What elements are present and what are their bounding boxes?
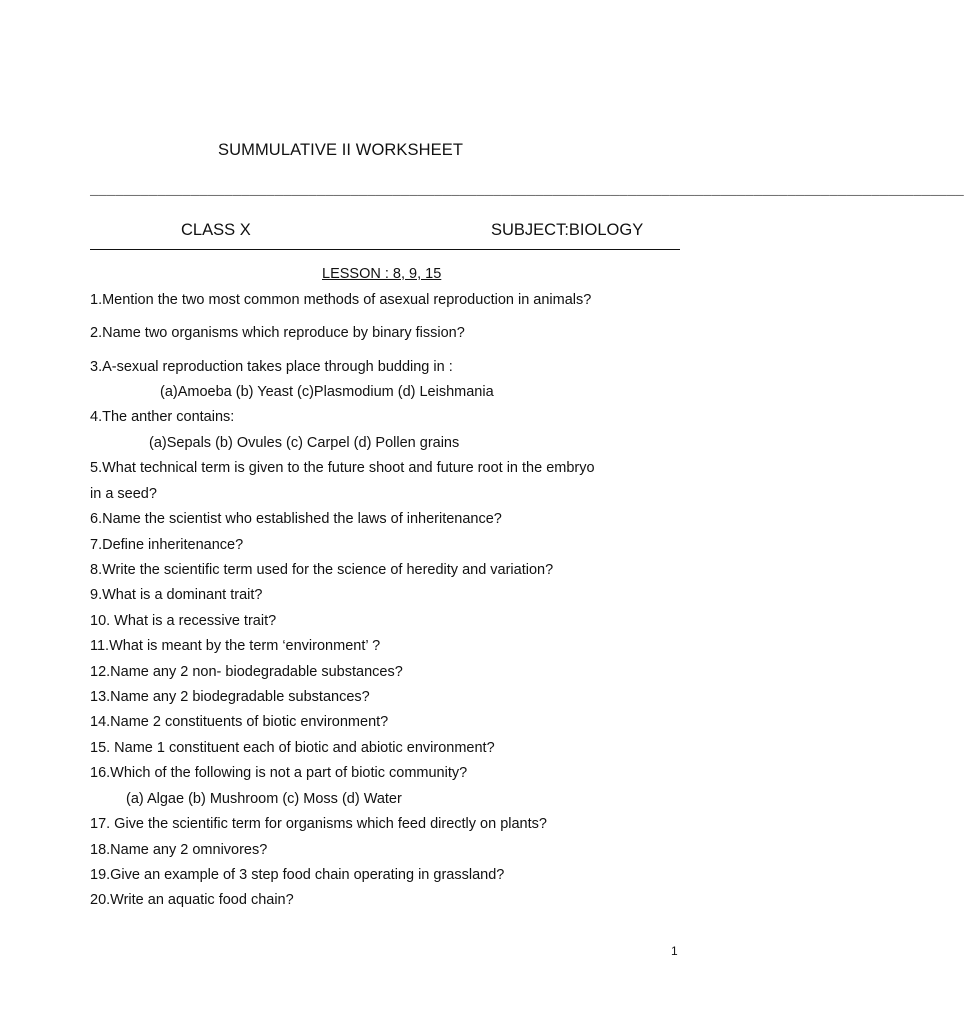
worksheet-title: SUMMULATIVE II WORKSHEET bbox=[218, 141, 464, 159]
subject-label: SUBJECT:BIOLOGY bbox=[491, 221, 644, 239]
question-2: 2.Name two organisms which reproduce by binary fission? bbox=[90, 325, 465, 341]
question-6: 6.Name the scientist who established the laws of inheritenance? bbox=[90, 511, 502, 527]
question-12: 12.Name any 2 non- biodegradable substances? bbox=[90, 664, 403, 680]
question-3: 3.A-sexual reproduction takes place through budding in : bbox=[90, 359, 453, 375]
question-5: 5.What technical term is given to the future shoot and future root in the embryo bbox=[90, 460, 595, 476]
horizontal-rule bbox=[90, 249, 680, 250]
lesson-heading: LESSON : 8, 9, 15 bbox=[322, 266, 442, 282]
question-9: 9.What is a dominant trait? bbox=[90, 587, 263, 603]
question-14: 14.Name 2 constituents of biotic environment? bbox=[90, 714, 389, 730]
question-18: 18.Name any 2 omnivores? bbox=[90, 842, 268, 858]
underscore-separator: ________________________________________________________________________________________________________ bbox=[90, 183, 964, 199]
question-16: 16.Which of the following is not a part of biotic community? bbox=[90, 765, 468, 781]
question-10: 10. What is a recessive trait? bbox=[90, 613, 277, 629]
question-20: 20.Write an aquatic food chain? bbox=[90, 892, 294, 908]
question-3-options: (a)Amoeba (b) Yeast (c)Plasmodium (d) Leishmania bbox=[160, 384, 494, 400]
question-16-options: (a) Algae (b) Mushroom (c) Moss (d) Water bbox=[126, 791, 402, 807]
question-7: 7.Define inheritenance? bbox=[90, 537, 244, 553]
question-13: 13.Name any 2 biodegradable substances? bbox=[90, 689, 370, 705]
question-1: 1.Mention the two most common methods of asexual reproduction in animals? bbox=[90, 292, 592, 308]
question-19: 19.Give an example of 3 step food chain operating in grassland? bbox=[90, 867, 505, 883]
question-4: 4.The anther contains: bbox=[90, 409, 235, 425]
question-5-continued: in a seed? bbox=[90, 486, 157, 502]
page-number: 1 bbox=[671, 944, 678, 958]
class-label: CLASS X bbox=[181, 221, 251, 239]
question-15: 15. Name 1 constituent each of biotic and abiotic environment? bbox=[90, 740, 495, 756]
question-11: 11.What is meant by the term ‘environment’ ? bbox=[90, 638, 381, 654]
question-17: 17. Give the scientific term for organisms which feed directly on plants? bbox=[90, 816, 547, 832]
question-8: 8.Write the scientific term used for the science of heredity and variation? bbox=[90, 562, 554, 578]
question-4-options: (a)Sepals (b) Ovules (c) Carpel (d) Pollen grains bbox=[149, 435, 460, 451]
